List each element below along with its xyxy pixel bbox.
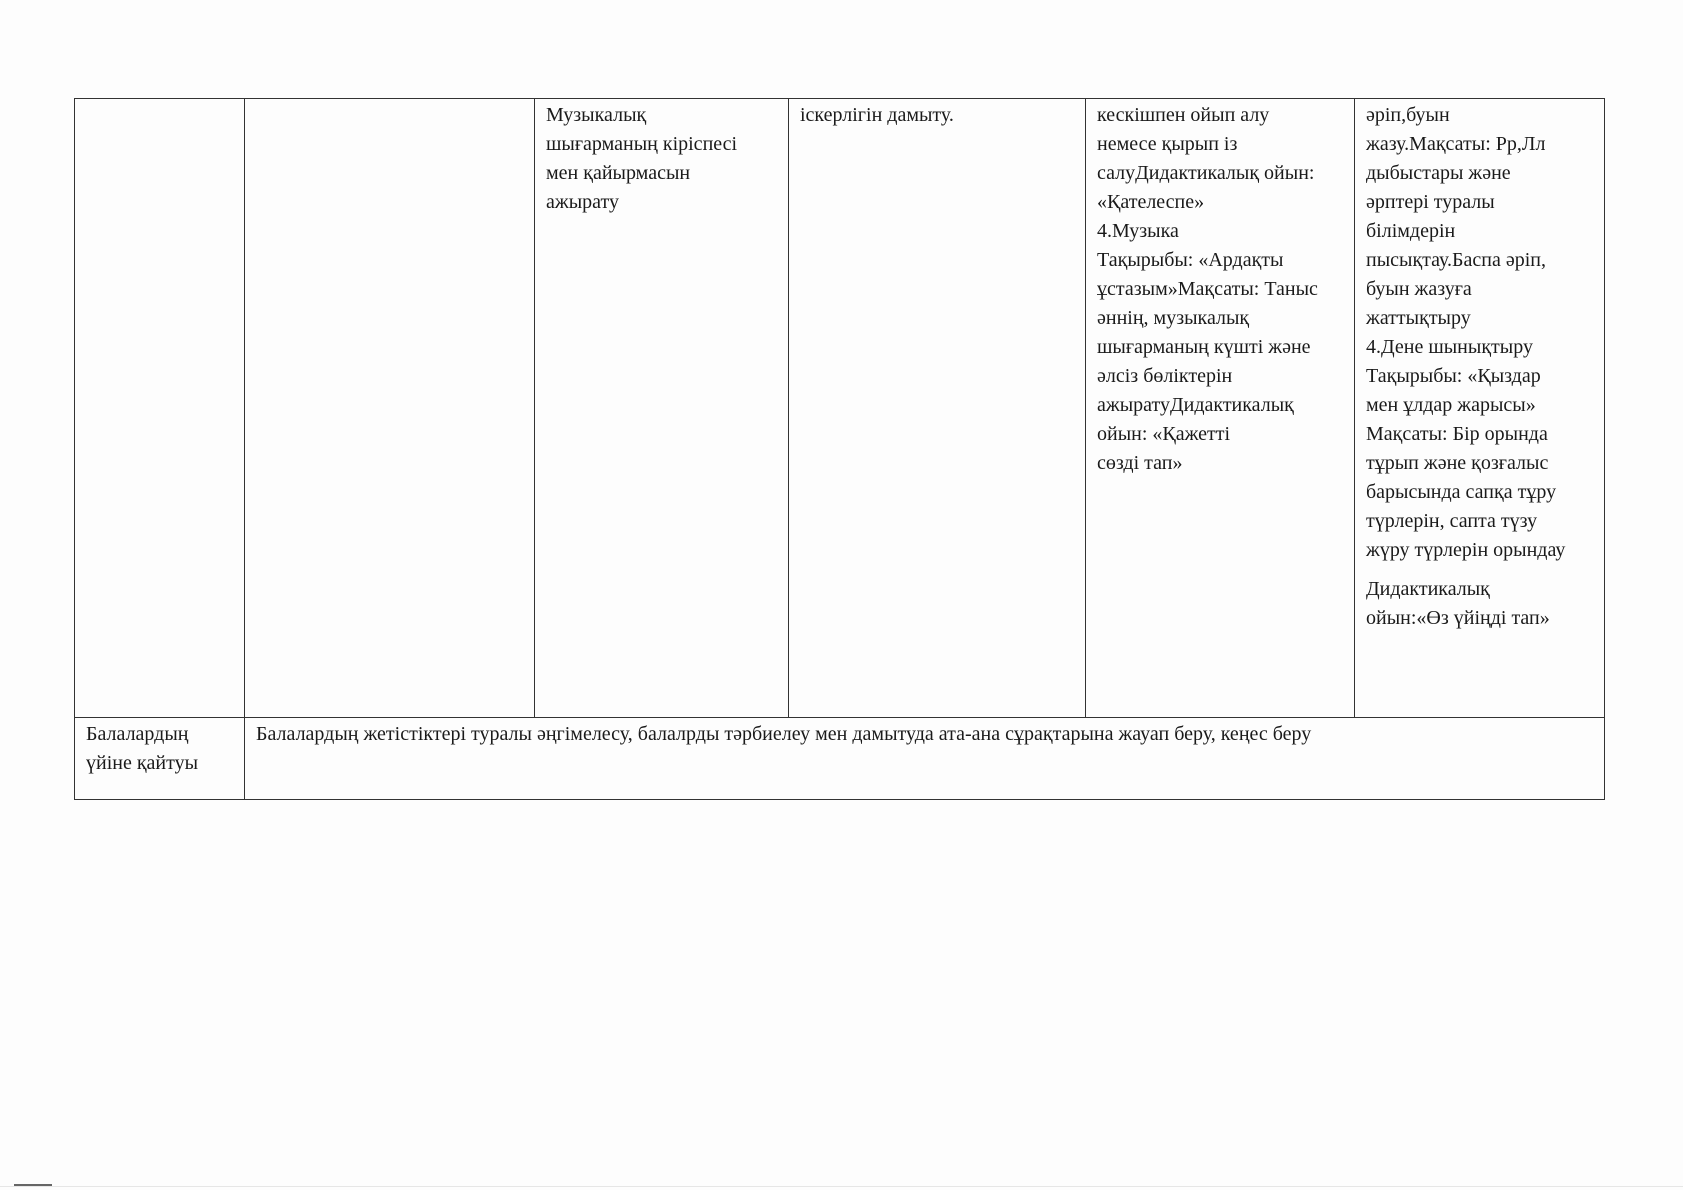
- row1-col2-cell: [245, 99, 535, 718]
- row1-col5-cell: [1086, 99, 1355, 718]
- table-row: [75, 718, 1605, 800]
- skill-development-text: іскерлігін дамыту.: [800, 104, 954, 126]
- activity-plan-text: кескішпен ойып алу немесе қырып із салуДидактикалық ойын: «Қателеспе» 4.Музыка Тақырыбы: «Ардақты ұстазым»Мақсаты: Таныс әннің, музыкалық шығарманың күшті және әлсіз бөліктерін ажыратуДидактикалық ойын: «Қажетті сөзді тап»: [1097, 104, 1318, 474]
- going-home-label: Балалардың үйіне қайтуы: [86, 723, 199, 774]
- didactic-game-text: Дидактикалық ойын:«Өз үйіңді тап»: [1366, 578, 1550, 629]
- row1-col1-cell: [75, 99, 245, 718]
- row1-col6-cell: [1355, 99, 1605, 718]
- music-objective-text: Музыкалық шығарманың кіріспесі мен қайырмасын ажырату: [546, 104, 738, 213]
- row1-col4-cell: [789, 99, 1086, 718]
- table-row: [75, 99, 1605, 718]
- row2-label-cell: [75, 718, 245, 800]
- row2-content-cell: [245, 718, 1605, 800]
- row1-col3-cell: [535, 99, 789, 718]
- plan-table: [74, 98, 1605, 800]
- scan-artifact-line: [0, 1186, 1683, 1187]
- going-home-content: Балалардың жетістіктері туралы әңгімелесу, балалрды тәрбиелеу мен дамытуда ата-ана сұрақтарына жауап беру, кеңес беру: [256, 723, 1312, 745]
- lesson-plan-text: әріп,буын жазу.Мақсаты: Рр,Лл дыбыстары және әрптері туралы білімдерін пысықтау.Баспа әріп, буын жазуға жаттықтыру 4.Дене шынықтыру Тақырыбы: «Қыздар мен ұлдар жарысы» Мақсаты: Бір орында тұрып және қозғалыс барысында сапқа тұру түрлерін, сапта түзу жүру түрлерін орындау: [1366, 104, 1566, 561]
